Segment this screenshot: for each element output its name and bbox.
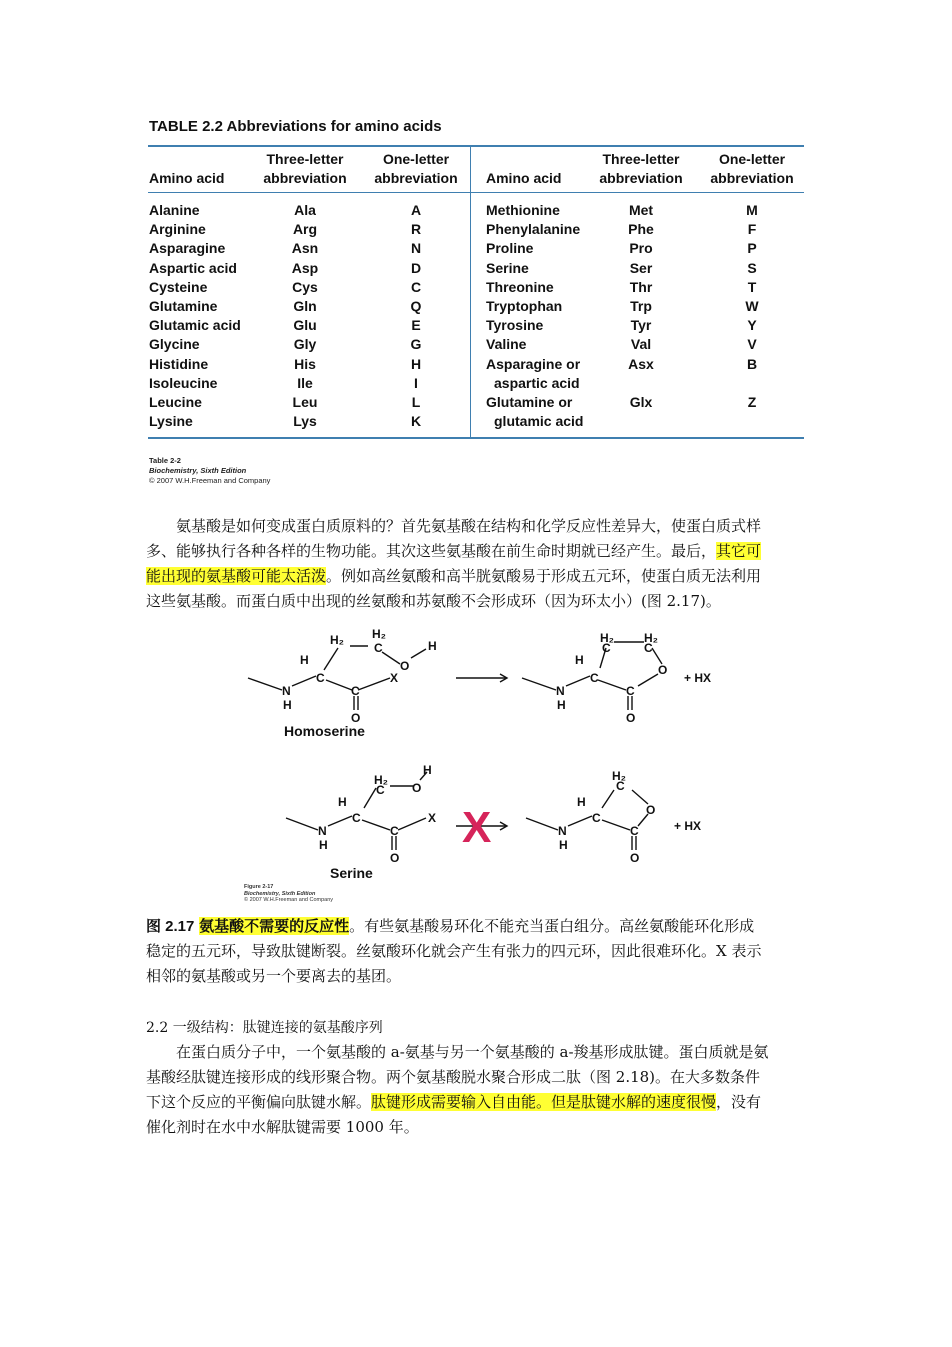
header-one-line1: One-letter [382, 151, 450, 167]
figure-credit [244, 884, 333, 904]
table-cell-amino-acid: Lysine [149, 413, 193, 430]
atom-x: X [390, 671, 399, 685]
table-header-rule [148, 192, 804, 193]
paragraph-1-line-4: 这些氨基酸。而蛋白质中出现的丝氨酸和苏氨酸不会形成环（因为环太小）(图 2.17)。 [146, 592, 721, 610]
product-hx: + HX [684, 671, 712, 685]
table-cell-amino-acid: Aspartic acid [149, 259, 237, 276]
table-cell-three-letter: Leu [292, 394, 318, 410]
atom-h: H [557, 698, 566, 712]
paragraph-1-line-3-text: 。例如高丝氨酸和高半胱氨酸易于形成五元环，使蛋白质无法利用 [326, 567, 762, 585]
caption-line-1 [146, 914, 836, 939]
atom-o: O [390, 851, 400, 865]
table-cell-one-letter: H [410, 355, 422, 372]
table-credit [149, 456, 270, 486]
table-cell-one-letter: M [746, 202, 758, 218]
table-cell-three-letter: Trp [630, 298, 652, 314]
atom-o: O [400, 659, 410, 673]
atom-c: C [351, 684, 360, 698]
atom-h: H [577, 795, 586, 809]
atom-o: O [658, 663, 668, 677]
atom-h: H [428, 639, 437, 653]
caption-line-1-text: 。有些氨基酸易环化不能充当蛋白组分。高丝氨酸能环化形成 [349, 917, 755, 935]
table-cell-amino-acid: glutamic acid [494, 413, 584, 430]
table-cell-amino-acid: Cysteine [149, 278, 208, 295]
atom-c: C [590, 671, 599, 685]
homoserine-reaction-bonds [248, 642, 662, 710]
paragraph-2-line-3 [146, 1090, 836, 1115]
table-cell-amino-acid: Asparagine [149, 240, 226, 257]
homoserine-label: Homoserine [284, 723, 365, 739]
table-cell-amino-acid: Asparagine or [486, 355, 581, 372]
table-cell-amino-acid: Isoleucine [149, 374, 218, 391]
table-cell-amino-acid: Leucine [149, 394, 202, 410]
serine-label: Serine [330, 865, 373, 881]
table-cell-one-letter: Y [747, 317, 757, 334]
paragraph-1-line-1: 氨基酸是如何变成蛋白质原料的？首先氨基酸在结构和化学反应性差异大，使蛋白质式样 [176, 517, 762, 535]
atom-h2: H₂ [612, 769, 626, 783]
table-cell-three-letter: Asn [291, 240, 319, 257]
table-cell-three-letter: Cys [292, 278, 318, 295]
table-cell-one-letter: S [747, 259, 757, 276]
atom-c: C [626, 684, 635, 698]
table-cell-three-letter: Val [630, 336, 652, 353]
table-column-divider [470, 147, 471, 437]
table-cell-one-letter: Q [410, 298, 422, 314]
table-title [149, 118, 442, 135]
table-cell-amino-acid: Methionine [486, 202, 560, 218]
figure-credit-book: Biochemistry, Sixth Edition [244, 890, 316, 897]
paragraph-2-line-3-tail: ，没有 [716, 1093, 762, 1111]
atom-h: H [283, 698, 292, 712]
header-three-letter-right [586, 150, 696, 188]
table-cell-one-letter: G [410, 336, 422, 353]
blocked-reaction-mark: X [462, 803, 492, 852]
table-cell-one-letter: D [410, 259, 422, 276]
atom-h: H [300, 653, 309, 667]
atom-h: H [559, 838, 568, 852]
paragraph-1 [146, 514, 836, 614]
table-cell-one-letter: W [745, 298, 759, 314]
atom-n: N [318, 824, 327, 838]
table-cell-three-letter: Phe [628, 221, 654, 238]
atom-h2: H₂ [600, 631, 614, 645]
highlight-text: 能出现的氨基酸可能太活泼 [146, 567, 327, 585]
atom-o: O [646, 803, 656, 817]
caption-line-3: 相邻的氨基酸或另一个要离去的基团。 [146, 967, 402, 985]
paragraph-2 [146, 1040, 836, 1140]
table-cell-three-letter: Gln [293, 298, 317, 314]
paragraph-1-line-2 [146, 539, 836, 564]
atom-n: N [558, 824, 567, 838]
table-cell-three-letter: Ile [297, 374, 313, 391]
table-cell-one-letter: F [747, 221, 757, 238]
atom-h2: H₂ [374, 773, 388, 787]
header-one-letter-right [698, 150, 806, 188]
atom-c: C [644, 641, 653, 655]
paragraph-2-line-4: 催化剂时在水中水解肽键需要 1000 年。 [146, 1118, 419, 1136]
table-cell-three-letter: Gly [293, 336, 317, 353]
atom-c: C [316, 671, 325, 685]
table-cell-one-letter: P [747, 240, 757, 257]
paragraph-2-line-2: 基酸经肽键连接形成的线形聚合物。两个氨基酸脱水聚合形成二肽（图 2.18)。在大多数条件 [146, 1068, 761, 1086]
table-cell-one-letter: L [411, 394, 421, 410]
paragraph-1-line-3 [146, 564, 836, 589]
header-three-line2: abbreviation [599, 170, 683, 186]
atom-o: O [412, 781, 422, 795]
paragraph-1-line-2-text: 多、能够执行各种各样的生物功能。其次这些氨基酸在前生命时期就已经产生。最后， [146, 542, 717, 560]
table-cell-one-letter: C [410, 278, 422, 295]
table-cell-one-letter: T [747, 278, 757, 295]
table-cell-amino-acid: aspartic acid [494, 374, 580, 391]
table-credit-copyright: © 2007 W.H.Freeman and Company [149, 476, 271, 485]
table-top-rule [148, 145, 804, 147]
table-cell-three-letter: Ala [294, 202, 316, 218]
table-cell-amino-acid: Proline [486, 240, 534, 257]
table-cell-three-letter: Glx [629, 394, 653, 410]
atom-h2: H₂ [372, 627, 386, 641]
table-cell-amino-acid: Tyrosine [486, 317, 544, 334]
header-one-letter-left [362, 150, 470, 188]
atom-o: O [626, 711, 636, 725]
header-three-line1: Three-letter [266, 151, 344, 167]
table-cell-three-letter: Glu [293, 317, 317, 334]
table-cell-three-letter: Lys [293, 413, 317, 430]
table-cell-one-letter: E [411, 317, 421, 334]
header-three-line1: Three-letter [602, 151, 680, 167]
table-cell-one-letter: I [414, 374, 418, 391]
atom-c: C [376, 783, 385, 797]
table-cell-one-letter: B [746, 355, 758, 372]
atom-c: C [390, 824, 399, 838]
table-cell-amino-acid: Threonine [486, 278, 554, 295]
table-cell-amino-acid: Glutamic acid [149, 317, 241, 334]
table-title-prefix: TABLE [149, 118, 198, 135]
header-one-line1: One-letter [718, 151, 786, 167]
table-title-text: Abbreviations for amino acids [226, 118, 442, 135]
table-cell-amino-acid: Glutamine [149, 298, 218, 314]
table-cell-three-letter: Asp [291, 259, 319, 276]
table-title-number: 2.2 [202, 118, 223, 135]
table-cell-amino-acid: Alanine [149, 202, 200, 218]
atom-c: C [592, 811, 601, 825]
table-credit-book: Biochemistry, Sixth Edition [149, 466, 247, 475]
table-cell-one-letter: Z [747, 394, 757, 410]
table-cell-amino-acid: Serine [486, 259, 529, 276]
table-bottom-rule [148, 437, 804, 439]
atom-c: C [616, 779, 625, 793]
atom-c: C [352, 811, 361, 825]
table-cell-amino-acid: Glutamine or [486, 394, 573, 410]
table-cell-three-letter: Ser [629, 259, 653, 276]
table-cell-one-letter: N [410, 240, 422, 257]
atom-h: H [338, 795, 347, 809]
highlight-text: 其它可 [716, 542, 762, 560]
table-cell-three-letter: Arg [292, 221, 318, 238]
figure-caption [146, 914, 836, 989]
atom-c: C [374, 641, 383, 655]
table-cell-three-letter: Asx [628, 355, 654, 372]
table-cell-amino-acid: Tryptophan [486, 298, 563, 314]
atom-h2: H₂ [330, 633, 344, 647]
atom-h: H [423, 763, 432, 777]
atom-n: N [282, 684, 291, 698]
paragraph-2-line-3-text: 下这个反应的平衡偏向肽键水解。 [146, 1093, 372, 1111]
header-one-line2: abbreviation [374, 170, 458, 186]
atom-n: N [556, 684, 565, 698]
table-cell-three-letter: Met [628, 202, 654, 218]
table-cell-one-letter: R [410, 221, 422, 238]
atom-h: H [319, 838, 328, 852]
atom-o: O [351, 711, 361, 725]
header-three-letter-left [250, 150, 360, 188]
figure-2-17 [230, 622, 790, 912]
table-cell-three-letter: Thr [629, 278, 653, 295]
table-cell-one-letter: A [410, 202, 422, 218]
table-cell-three-letter: His [294, 355, 316, 372]
atom-c: C [602, 641, 611, 655]
atom-h2: H₂ [644, 631, 658, 645]
section-heading: 2.2 一级结构：肽键连接的氨基酸序列 [146, 1020, 383, 1036]
table-cell-one-letter: V [747, 336, 757, 353]
atom-c: C [630, 824, 639, 838]
caption-line-2: 稳定的五元环，导致肽键断裂。丝氨酸环化就会产生有张力的四元环，因此很难环化。X 表示 [146, 942, 762, 960]
highlight-text: 肽键形成需要输入自由能。但是肽键水解的速度很慢 [371, 1093, 717, 1111]
header-amino-acid-right: Amino acid [486, 170, 562, 186]
header-amino-acid-left: Amino acid [149, 170, 225, 186]
atom-h: H [575, 653, 584, 667]
caption-title: 氨基酸不需要的反应性 [199, 917, 350, 935]
caption-number: 图 2.17 [146, 918, 195, 935]
figure-credit-copyright: © 2007 W.H.Freeman and Company [244, 897, 334, 903]
product-hx: + HX [674, 819, 702, 833]
header-one-line2: abbreviation [710, 170, 794, 186]
table-cell-three-letter: Pro [629, 240, 653, 257]
header-three-line2: abbreviation [263, 170, 347, 186]
table-cell-amino-acid: Phenylalanine [486, 221, 581, 238]
atom-o: O [630, 851, 640, 865]
table-credit-label: Table 2-2 [149, 456, 181, 465]
table-cell-one-letter: K [410, 413, 422, 430]
table-cell-amino-acid: Arginine [149, 221, 206, 238]
table-cell-amino-acid: Valine [486, 336, 527, 353]
table-cell-amino-acid: Glycine [149, 336, 200, 353]
table-cell-amino-acid: Histidine [149, 355, 209, 372]
paragraph-2-line-1: 在蛋白质分子中，一个氨基酸的 a-氨基与另一个氨基酸的 a-羧基形成肽键。蛋白质就是氨 [176, 1043, 769, 1061]
figure-credit-label: Figure 2-17 [244, 884, 274, 890]
atom-x: X [428, 811, 437, 825]
table-cell-three-letter: Tyr [630, 317, 652, 334]
